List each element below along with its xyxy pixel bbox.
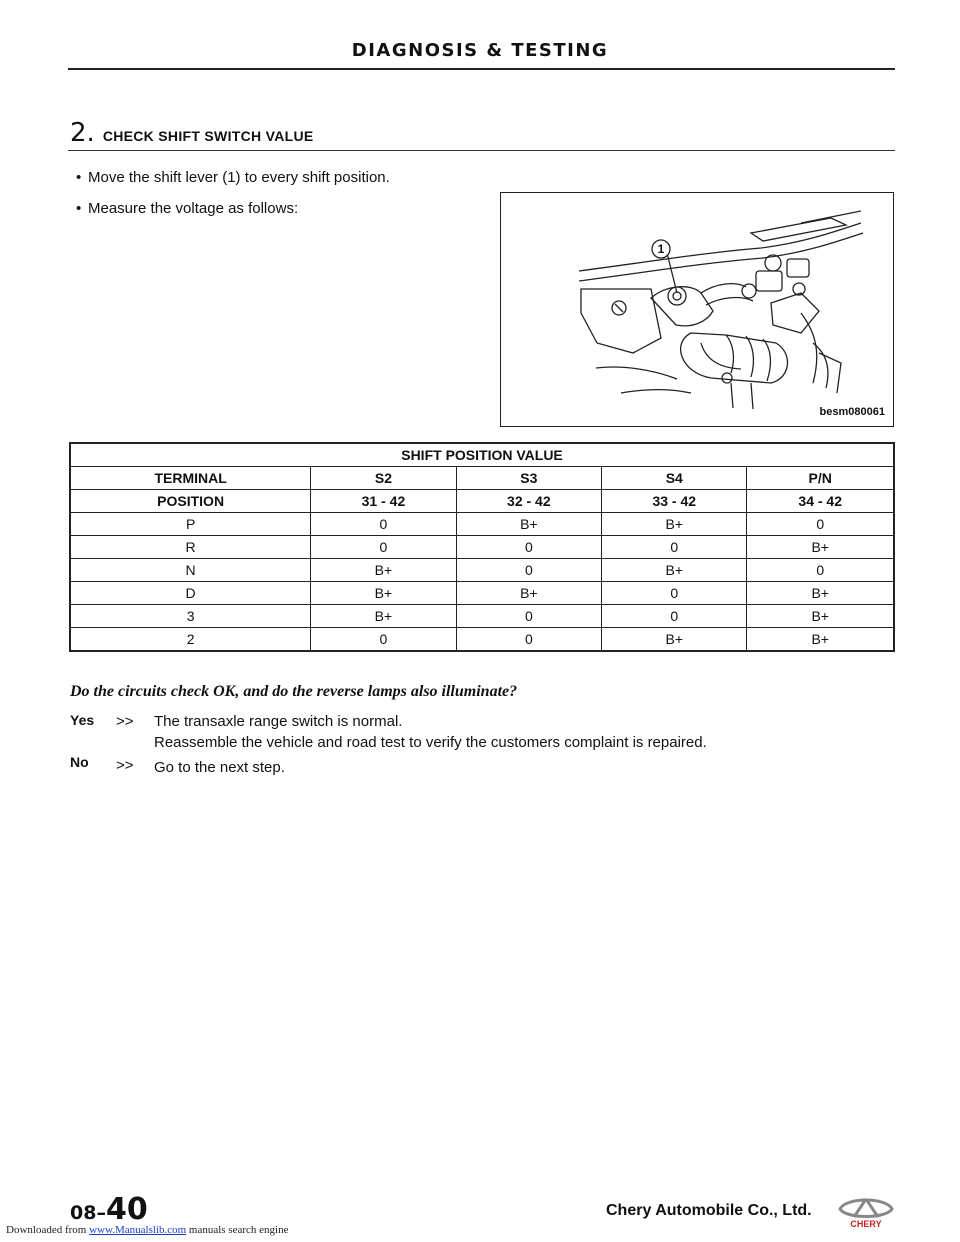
table-cell: P [70,513,311,536]
table-cell: B+ [602,513,747,536]
page-section: 08– [70,1202,106,1224]
shift-lever-figure [500,192,894,427]
table-cell: B+ [311,559,456,582]
yes-text-line: The transaxle range switch is normal. [154,713,403,730]
table-header-cell: 32 - 42 [456,490,601,513]
bullet-dot-icon: • [76,169,82,186]
yes-text-line: Reassemble the vehicle and road test to verify the customers complaint is repaired. [154,734,707,751]
step-heading [70,118,314,148]
table-cell: R [70,536,311,559]
table-cell: 0 [456,559,601,582]
table-cell: 2 [70,628,311,652]
table-row [70,582,894,605]
step-number: 2. [70,118,95,148]
table-cell: D [70,582,311,605]
table-cell: B+ [602,559,747,582]
footer-prefix: Downloaded from [6,1224,87,1236]
download-footer [6,1224,288,1236]
page-num: 40 [105,1192,148,1227]
table-cell: B+ [747,582,894,605]
no-label: No [70,754,89,770]
bullet-text: Measure the voltage as follows: [88,200,299,217]
table-cell: 3 [70,605,311,628]
table-row [70,628,894,652]
chery-logo-icon [836,1193,896,1229]
no-arrow: >> [116,757,134,774]
table-header-cell: S4 [602,467,747,490]
table-cell: B+ [747,536,894,559]
table-cell: 0 [747,559,894,582]
table-cell: B+ [311,582,456,605]
table-header-cell: 34 - 42 [747,490,894,513]
table-header-cell: P/N [747,467,894,490]
table-header-cell: S3 [456,467,601,490]
footer-suffix: manuals search engine [188,1224,289,1236]
shift-position-value-table [69,442,895,652]
table-header-cell: POSITION [70,490,311,513]
check-question: Do the circuits check OK, and do the reverse lamps also illuminate? [70,683,518,700]
table-title: SHIFT POSITION VALUE [70,443,894,467]
no-text: Go to the next step. [154,759,285,776]
table-header-row [70,467,894,490]
table-row [70,559,894,582]
table-cell: 0 [456,628,601,652]
table-header-cell: 31 - 42 [311,490,456,513]
table-header-cell: 33 - 42 [602,490,747,513]
table-cell: N [70,559,311,582]
table-cell: 0 [311,513,456,536]
table-cell: B+ [602,628,747,652]
table-header-cell: TERMINAL [70,467,311,490]
table-cell: 0 [602,536,747,559]
figure-callout-label: 1 [657,242,665,256]
bullet-item [76,169,390,186]
table-cell: 0 [311,536,456,559]
step-rule [68,150,895,151]
company-name: Chery Automobile Co., Ltd. [606,1202,812,1219]
table-cell: B+ [456,582,601,605]
step-title: CHECK SHIFT SWITCH VALUE [102,128,314,144]
yes-text [154,711,707,753]
table-header-cell: S2 [311,467,456,490]
table-cell: 0 [602,582,747,605]
table-cell: B+ [747,628,894,652]
header-rule [68,68,895,70]
bullet-dot-icon: • [76,200,82,217]
table-row [70,513,894,536]
table-cell: 0 [456,536,601,559]
engine-bay-illustration [501,193,894,427]
yes-label: Yes [70,712,95,728]
page-number [70,1192,148,1227]
bullet-item [76,200,298,217]
table-cell: 0 [456,605,601,628]
yes-arrow: >> [116,713,134,730]
figure-id: besm080061 [819,406,885,418]
table-row [70,536,894,559]
table-cell: B+ [456,513,601,536]
table-row [70,605,894,628]
logo-text: CHERY [850,1219,882,1229]
table-cell: B+ [747,605,894,628]
manualslib-link[interactable]: www.Manualslib.com [89,1224,187,1236]
table-cell: 0 [602,605,747,628]
table-cell: 0 [311,628,456,652]
table-cell: B+ [311,605,456,628]
bullet-text: Move the shift lever (1) to every shift position. [88,169,390,186]
table-cell: 0 [747,513,894,536]
page-header-title: DIAGNOSIS & TESTING [351,40,609,61]
table-position-row [70,490,894,513]
